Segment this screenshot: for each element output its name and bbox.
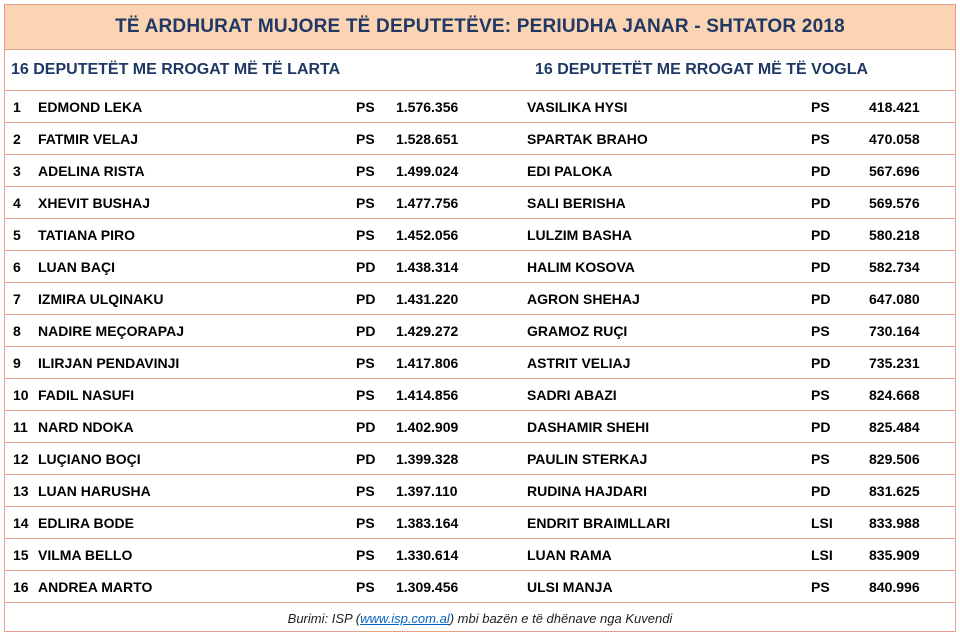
deputy-name-low: EDI PALOKA [527,162,613,179]
amount-high: 1.576.356 [396,98,459,115]
row-number: 9 [13,354,21,371]
amount-low: 470.058 [869,130,920,147]
party-low: PD [811,194,831,211]
amount-high: 1.429.272 [396,322,459,339]
deputy-name-low: DASHAMIR SHEHI [527,418,650,435]
amount-high: 1.528.651 [396,130,459,147]
party-low: PS [811,386,830,403]
party-low: PD [811,290,831,307]
amount-high: 1.417.806 [396,354,459,371]
row-number: 16 [13,578,29,595]
deputy-name-high: FATMIR VELAJ [38,130,139,147]
source-prefix: Burimi: ISP ( [287,610,361,626]
row-number: 15 [13,546,29,563]
amount-low: 569.576 [869,194,920,211]
amount-high: 1.414.856 [396,386,459,403]
party-high: PS [356,546,375,563]
deputy-name-low: AGRON SHEHAJ [527,290,640,307]
party-low: PD [811,258,831,275]
deputy-name-high: EDLIRA BODE [38,514,134,531]
source-note [5,603,955,633]
row-number: 14 [13,514,29,531]
table-row [5,155,955,187]
table-row [5,539,955,571]
income-table [4,4,956,632]
deputy-name-low: ASTRIT VELIAJ [527,354,631,371]
row-number: 1 [13,98,21,115]
amount-low: 647.080 [869,290,920,307]
table-title: TË ARDHURAT MUJORE TË DEPUTETËVE: PERIUDHA JANAR - SHTATOR 2018 [5,5,955,50]
deputy-name-high: NARD NDOKA [38,418,134,435]
deputy-name-low: ENDRIT BRAIMLLARI [527,514,671,531]
amount-low: 825.484 [869,418,920,435]
column-headers [5,50,955,91]
table-row [5,411,955,443]
party-high: PD [356,290,376,307]
deputy-name-low: SALI BERISHA [527,194,626,211]
row-number: 4 [13,194,21,211]
deputy-name-high: ILIRJAN PENDAVINJI [38,354,180,371]
table-row [5,123,955,155]
amount-low: 840.996 [869,578,920,595]
party-low: LSI [811,546,833,563]
party-high: PS [356,162,375,179]
row-number: 12 [13,450,29,467]
party-high: PD [356,418,376,435]
table-row [5,251,955,283]
table-row [5,187,955,219]
row-number: 2 [13,130,21,147]
party-high: PS [356,194,375,211]
header-lowest-salaries: 16 DEPUTETËT ME RROGAT MË TË VOGLA [535,61,869,78]
deputy-name-low: GRAMOZ RUÇI [527,322,628,339]
amount-low: 829.506 [869,450,920,467]
deputy-name-high: LUÇIANO BOÇI [38,450,141,467]
deputy-name-high: XHEVIT BUSHAJ [38,194,151,211]
party-high: PS [356,226,375,243]
table-row [5,507,955,539]
party-high: PS [356,354,375,371]
party-high: PS [356,578,375,595]
amount-high: 1.399.328 [396,450,459,467]
deputy-name-low: LUAN RAMA [527,546,612,563]
party-low: PD [811,482,831,499]
amount-high: 1.499.024 [396,162,459,179]
table-row [5,219,955,251]
row-number: 5 [13,226,21,243]
party-low: PD [811,226,831,243]
row-number: 8 [13,322,21,339]
party-high: PD [356,450,376,467]
deputy-name-low: SADRI ABAZI [527,386,617,403]
amount-low: 835.909 [869,546,920,563]
party-high: PS [356,386,375,403]
source-suffix: ) mbi bazën e të dhënave nga Kuvendi [449,610,673,626]
party-high: PS [356,98,375,115]
table-row [5,91,955,123]
deputy-name-high: LUAN HARUSHA [38,482,151,499]
amount-low: 833.988 [869,514,920,531]
amount-high: 1.431.220 [396,290,459,307]
party-low: PS [811,450,830,467]
amount-low: 582.734 [869,258,920,275]
amount-low: 567.696 [869,162,920,179]
deputy-name-high: EDMOND LEKA [38,98,143,115]
deputy-name-high: LUAN BAÇI [38,258,115,275]
amount-high: 1.309.456 [396,578,459,595]
party-low: PS [811,322,830,339]
party-low: PS [811,98,830,115]
deputy-name-low: PAULIN STERKAJ [527,450,648,467]
party-low: PD [811,418,831,435]
amount-low: 730.164 [869,322,920,339]
party-high: PD [356,258,376,275]
table-row [5,283,955,315]
row-number: 3 [13,162,21,179]
row-number: 7 [13,290,21,307]
amount-low: 735.231 [869,354,920,371]
party-low: PD [811,354,831,371]
header-highest-salaries: 16 DEPUTETËT ME RROGAT MË TË LARTA [11,61,341,78]
amount-low: 580.218 [869,226,920,243]
table-row [5,315,955,347]
amount-high: 1.438.314 [396,258,459,275]
table-body [5,91,955,603]
deputy-name-high: FADIL NASUFI [38,386,135,403]
party-high: PS [356,130,375,147]
amount-low: 831.625 [869,482,920,499]
amount-high: 1.397.110 [396,482,458,499]
party-low: PS [811,130,830,147]
deputy-name-low: VASILIKA HYSI [527,98,628,115]
amount-high: 1.477.756 [396,194,459,211]
amount-low: 824.668 [869,386,920,403]
amount-high: 1.383.164 [396,514,459,531]
row-number: 11 [13,418,28,435]
table-row [5,347,955,379]
party-low: PS [811,578,830,595]
amount-high: 1.402.909 [396,418,459,435]
row-number: 13 [13,482,29,499]
party-high: PS [356,482,375,499]
deputy-name-low: ULSI MANJA [527,578,613,595]
deputy-name-low: LULZIM BASHA [527,226,632,243]
table-row [5,379,955,411]
deputy-name-high: ANDREA MARTO [38,578,153,595]
deputy-name-high: TATIANA PIRO [38,226,135,243]
amount-high: 1.330.614 [396,546,459,563]
table-row [5,443,955,475]
party-low: LSI [811,514,833,531]
party-low: PD [811,162,831,179]
row-number: 6 [13,258,21,275]
deputy-name-high: NADIRE MEÇORAPAJ [38,322,184,339]
amount-high: 1.452.056 [396,226,459,243]
row-number: 10 [13,386,29,403]
deputy-name-high: VILMA BELLO [38,546,133,563]
party-high: PD [356,322,376,339]
party-high: PS [356,514,375,531]
deputy-name-low: HALIM KOSOVA [527,258,635,275]
amount-low: 418.421 [869,98,920,115]
deputy-name-high: ADELINA RISTA [38,162,145,179]
table-row [5,475,955,507]
deputy-name-high: IZMIRA ULQINAKU [38,290,164,307]
source-link[interactable]: www.isp.com.al [360,610,450,626]
deputy-name-low: SPARTAK BRAHO [527,130,648,147]
table-row [5,571,955,603]
deputy-name-low: RUDINA HAJDARI [527,482,648,499]
